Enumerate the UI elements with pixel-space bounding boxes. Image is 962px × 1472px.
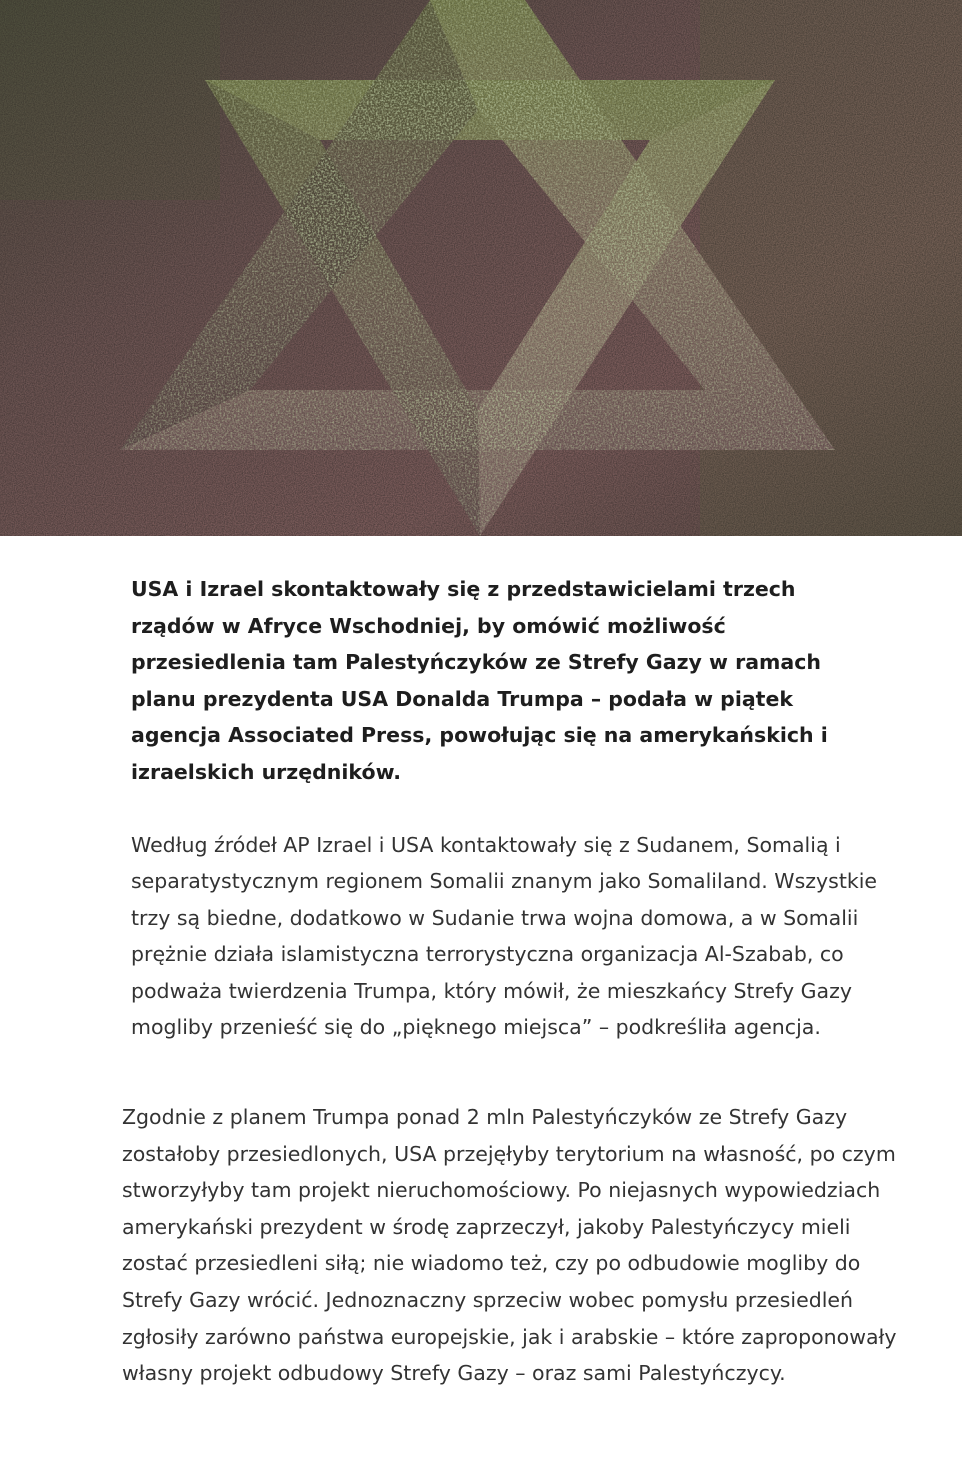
hero-image: [0, 0, 962, 536]
article-lead: USA i Izrael skontaktowały się z przedstawicielami trzech rządów w Afryce Wschodniej, by omówić możliwość przesiedlenia tam Palestyńczyków ze Strefy Gazy w ramach planu prezydenta USA Donalda Trumpa – podała w piątek agencja Associated Press, powołując się na amerykańskich i izraelskich urzędników.: [131, 577, 828, 784]
article-paragraph: Zgodnie z planem Trumpa ponad 2 mln Palestyńczyków ze Strefy Gazy zostałoby przesiedlonych, USA przejęłyby terytorium na własność, po czym stworzyłyby tam projekt nieruchomościowy. Po niejasnych wypowiedziach amerykański prezydent w środę zaprzeczył, jakoby Palestyńczycy mieli zostać przesiedleni siłą; nie wiadomo też, czy po odbudowie mogliby do Strefy Gazy wrócić. Jednoznaczny sprzeciw wobec pomysłu przesiedleń zgłosiły zarówno państwa europejskie, jak i arabskie – które zaproponowały własny projekt odbudowy Strefy Gazy – oraz sami Palestyńczycy.: [122, 1105, 897, 1386]
article-paragraph: Według źródeł AP Izrael i USA kontaktowały się z Sudanem, Somalią i separatystycznym regionem Somalii znanym jako Somaliland. Wszystkie trzy są biedne, dodatkowo w Sudanie trwa wojna domowa, a w Somalii prężnie działa islamistyczna terrorystyczna organizacja Al-Szabab, co podważa twierdzenia Trumpa, który mówił, że mieszkańcy Strefy Gazy mogliby przenieść się do „pięknego miejsca” – podkreśliła agencja.: [131, 833, 878, 1040]
star-of-david-carving: [0, 0, 962, 536]
